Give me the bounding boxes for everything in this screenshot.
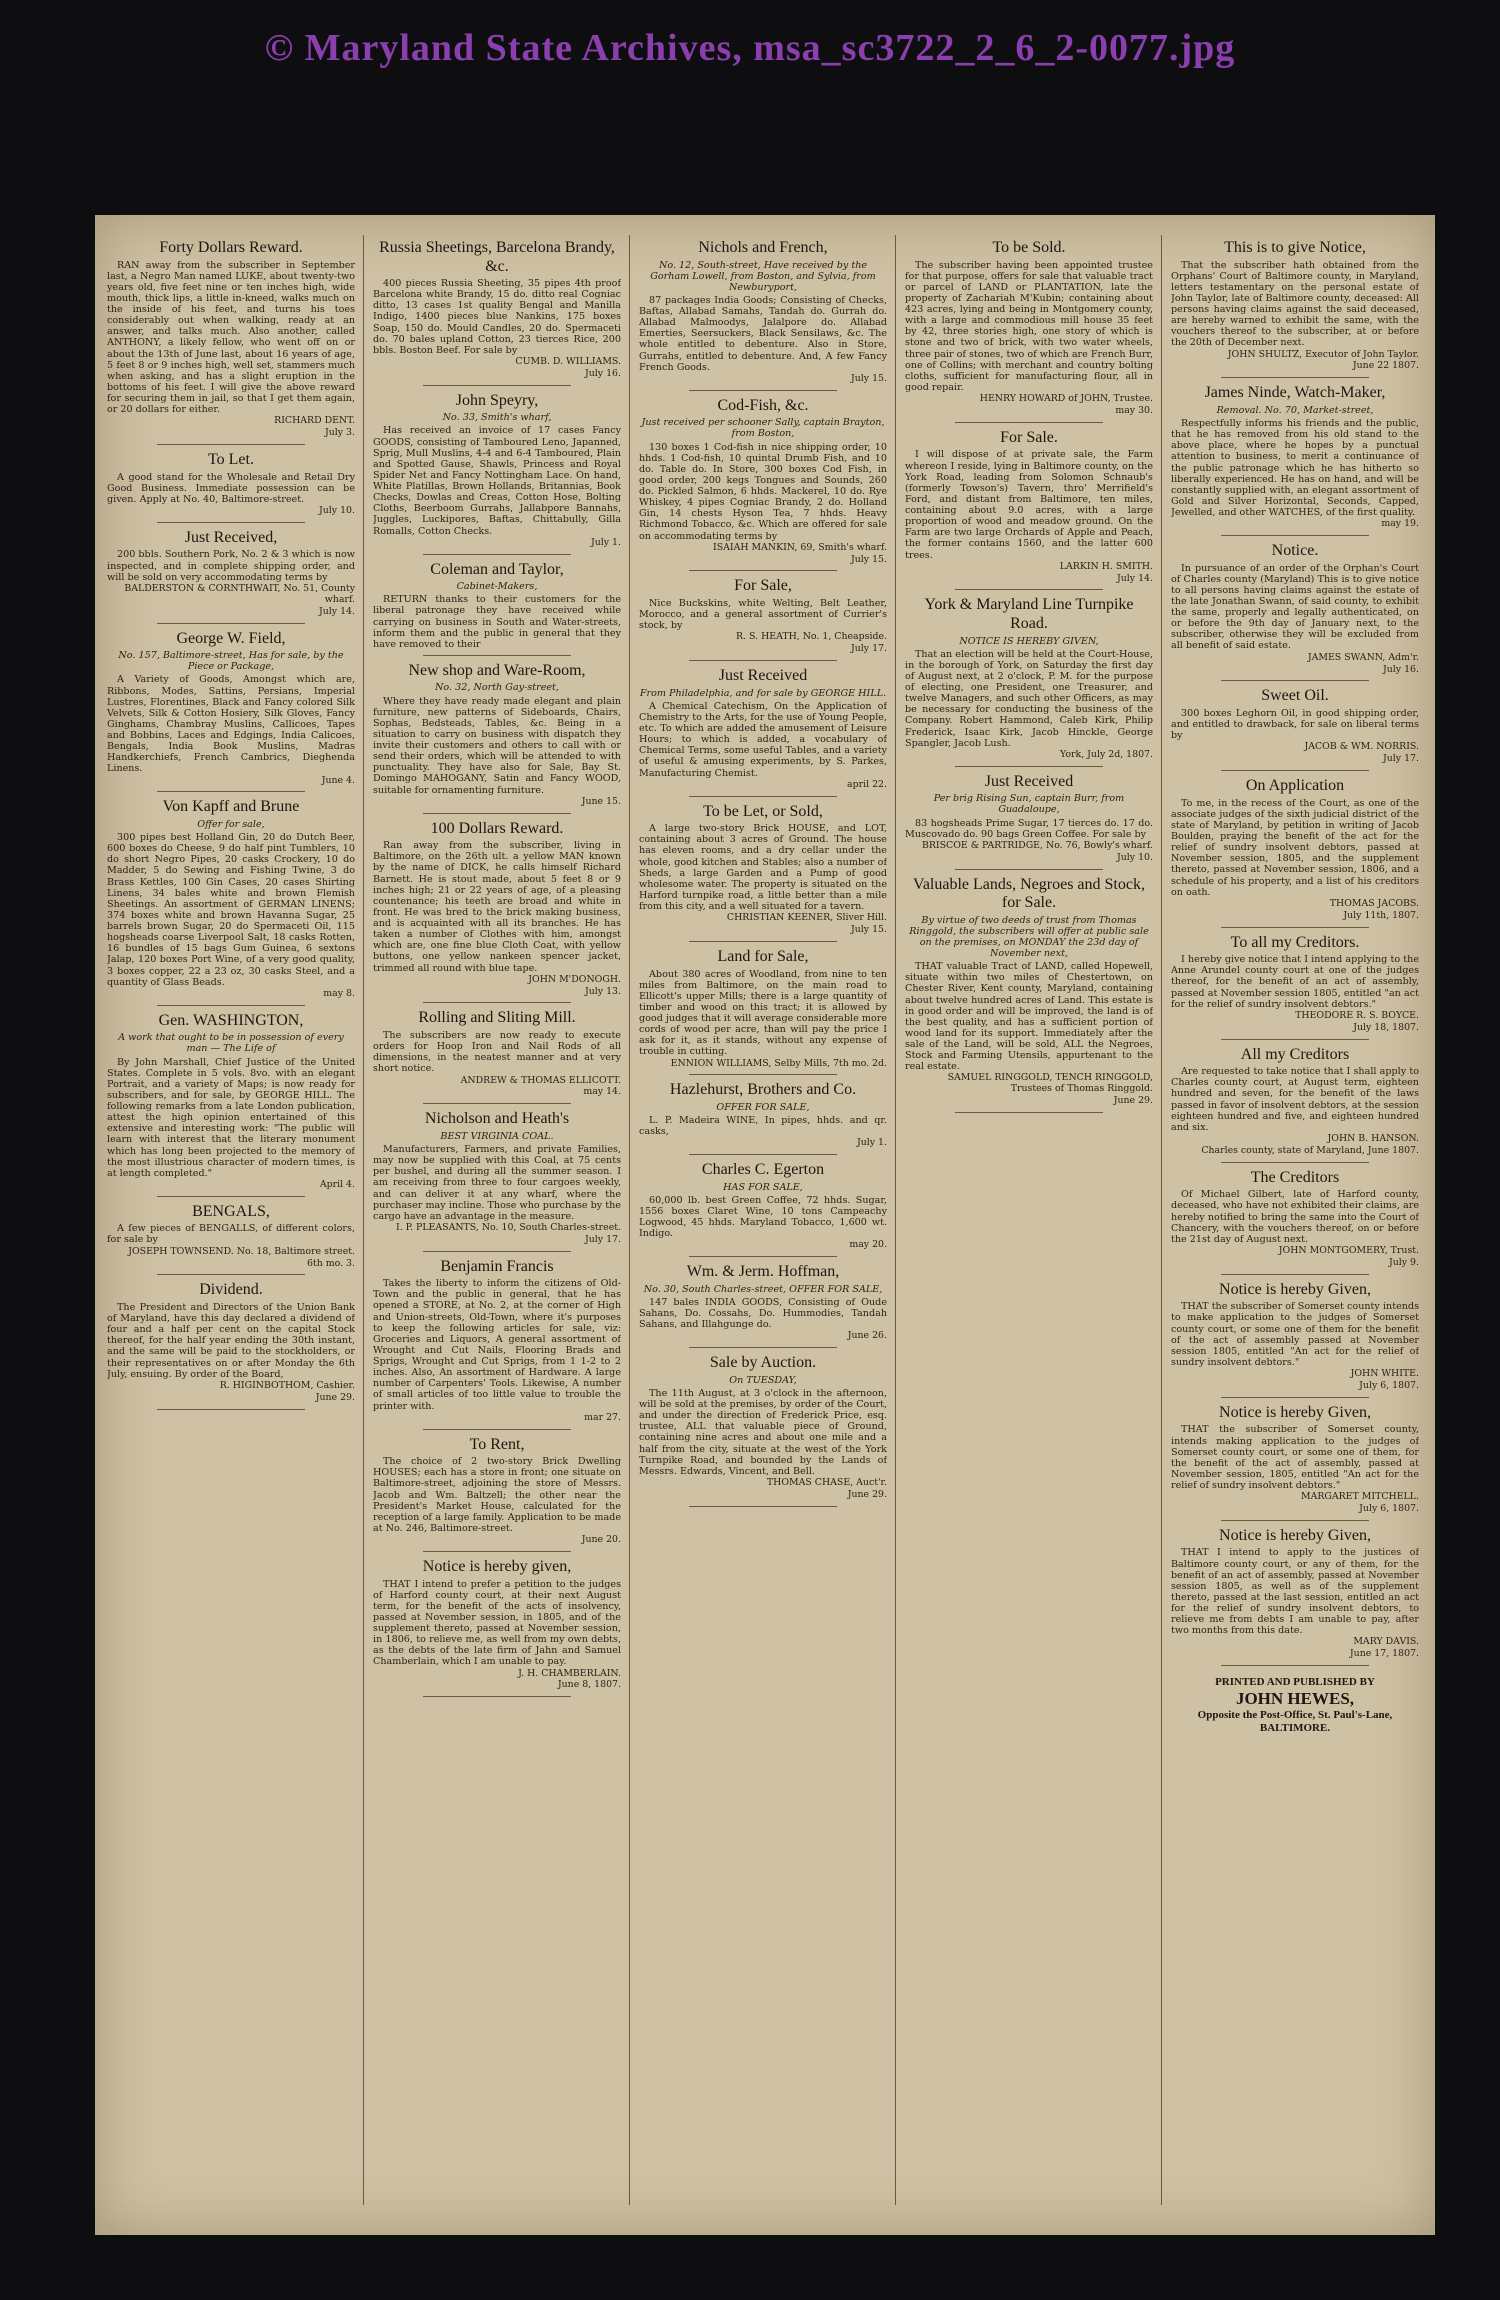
ad-title: John Speyry, <box>455 391 539 409</box>
ad-date: mar 27. <box>584 1411 621 1423</box>
ad-separator <box>689 1347 838 1348</box>
newspaper-page <box>95 215 1435 2235</box>
ad-date: Charles county, state of Maryland, June 1807. <box>1201 1144 1419 1156</box>
ad-separator <box>1221 1039 1370 1040</box>
ad-date: July 17. <box>1383 753 1419 765</box>
imprint-line-1: PRINTED AND PUBLISHED BY <box>1215 1676 1375 1689</box>
ad-separator <box>423 1551 572 1552</box>
ad-body: The subscriber having been appointed trustee for that purpose, offers for sale that valuable tract or parcel of LAND or PLANTATION, late the property of Zachariah M'Kubin; containing about 423 acres, lying and being in Montgomery county, with a large and commodious mill house 35 feet by 42, three stories high, one story of which is stone and two of brick, with two water wheels, three pair of stones, two of which are French Burr, one of Collins; with merchant and country bolting cloths, sufficient for manufacturing flour, all in good repair. <box>905 259 1153 393</box>
ad-title: Von Kapff and Brune <box>162 798 300 816</box>
ad-separator <box>423 1429 572 1430</box>
advertisement <box>1171 239 1419 378</box>
ad-body: I will dispose of at private sale, the Farm whereon I reside, lying in Baltimore county, on the York Road, leading from Solomon Schnaub's (formerly Towson's) Tavern, thro' Merrifield's Ford, and distant from Baltimore, ten miles, containing about 9.0 acres, with a large proportion of wood and meadow ground. On the Farm are two large Orchards of Apple and Peach, the former contains 1560, and the latter 600 trees. <box>905 449 1153 561</box>
ad-body: Are requested to take notice that I shall apply to Charles county court, at August term, eighteen hundred and seven, for the benefit of the laws passed in favor of insolvent debtors, at the session eighteen hundred and five, and eighteen hundred and six. <box>1171 1066 1419 1133</box>
advertisement <box>373 239 621 386</box>
ad-date: april 22. <box>847 778 887 790</box>
ad-signature: SAMUEL RINGGOLD, TENCH RINGGOLD, Trustees of Thomas Ringgold. <box>947 1072 1153 1095</box>
ad-signature: BRISCOE & PARTRIDGE, No. 76, Bowly's wharf. <box>921 839 1153 851</box>
ad-date: June 22 1807. <box>1352 360 1419 372</box>
ad-separator <box>1221 1665 1370 1666</box>
imprint-address: Opposite the Post-Office, St. Paul's-Lane, BALTIMORE. <box>1197 1708 1393 1734</box>
ad-signature: RICHARD DENT. <box>274 415 355 427</box>
ad-date: June 15. <box>581 795 621 807</box>
ad-title: Nichols and French, <box>698 239 828 256</box>
advertisement <box>1171 777 1419 927</box>
ad-date: July 14. <box>1117 572 1153 584</box>
ad-body: A few pieces of BENGALLS, of different colors, for sale by <box>107 1223 355 1246</box>
ad-signature: CHRISTIAN KEENER, Sliver Hill. <box>726 912 887 924</box>
ad-signature: J. H. CHAMBERLAIN. <box>518 1667 621 1679</box>
advertisement <box>905 876 1153 1114</box>
ad-signature: HENRY HOWARD of JOHN, Trustee. <box>979 393 1153 405</box>
ad-separator <box>1221 770 1370 771</box>
ad-body: A good stand for the Wholesale and Retail Dry Good Business. Immediate possession can be given. Apply at No. 40, Baltimore-street. <box>107 471 355 505</box>
ad-title: Just Received, <box>184 528 278 546</box>
ad-date: July 15. <box>851 372 887 384</box>
ad-separator <box>1221 1397 1370 1398</box>
ad-date: may 20. <box>849 1239 887 1251</box>
ad-title: New shop and Ware-Room, <box>408 661 586 679</box>
ad-date: July 10. <box>319 505 355 517</box>
ad-title: Coleman and Taylor, <box>430 560 564 578</box>
column-rule <box>1161 235 1162 2205</box>
column-5-ads <box>1171 239 1419 1666</box>
ad-separator <box>423 655 572 656</box>
ad-date: may 14. <box>583 1086 621 1098</box>
ad-signature: JAMES SWANN, Adm'r. <box>1307 651 1419 663</box>
advertisement <box>373 1009 621 1104</box>
archive-watermark-text: © Maryland State Archives, msa_sc3722_2_6_2-0077.jpg <box>264 27 1236 69</box>
ad-signature: LARKIN H. SMITH. <box>1059 560 1153 572</box>
ad-date: July 16. <box>585 367 621 379</box>
ad-separator <box>423 1696 572 1697</box>
ad-title: Notice is hereby Given, <box>1219 1280 1371 1298</box>
advertisement <box>1171 1169 1419 1275</box>
advertisement <box>1171 542 1419 681</box>
ad-subtitle: On TUESDAY, <box>729 1374 797 1386</box>
advertisement <box>905 596 1153 766</box>
advertisement <box>1171 384 1419 536</box>
column-2 <box>373 237 621 2197</box>
ad-body: A Variety of Goods, Amongst which are, Ribbons, Modes, Sattins, Persians, Imperial Lustres, Florentines, Black and Fancy colored Silk Velvets, Silk & Cotton Hosiery, Silk Gloves, Fancy Ginghams, Chambray Muslins, Callicoes, Tapes and Bobbins, Laces and Edgings, India Calicoes, Bengals, India Book Muslins, Madras Handkerchiefs, French Cambrics, Dieghenda Linens. <box>107 674 355 775</box>
ad-title: Rolling and Sliting Mill. <box>418 1009 576 1027</box>
advertisement <box>373 820 621 1004</box>
advertisement <box>1171 1046 1419 1163</box>
ad-separator <box>1221 535 1370 536</box>
ad-subtitle: From Philadelphia, and for sale by GEORGE HILL. <box>639 687 887 699</box>
ad-signature: ANDREW & THOMAS ELLICOTT. <box>460 1074 621 1086</box>
imprint <box>1171 1676 1419 1734</box>
ad-date: July 15. <box>851 924 887 936</box>
ad-title: Hazlehurst, Brothers and Co. <box>669 1081 857 1099</box>
advertisement <box>107 529 355 624</box>
ad-date: July 1. <box>590 536 621 548</box>
ad-body: I hereby give notice that I intend applying to the Anne Arundel county court at one of the judges thereof, for the benefit of an act of assembly, passed at November session 1805, entitled "an act for the relief of sundry insolvent debtors." <box>1171 954 1419 1010</box>
ad-separator <box>157 444 306 445</box>
ad-signature: MARY DAVIS. <box>1353 1636 1419 1648</box>
ad-separator <box>423 1002 572 1003</box>
advertisement <box>373 561 621 656</box>
advertisement <box>107 1203 355 1276</box>
ad-body: A Chemical Catechism, On the Application of Chemistry to the Arts, for the use of Young People, etc. To which are added the amusement of Leisure Hours; to which is added, a vocabulary of Chemical Terms, some useful Tables, and a variety of useful & amusing experiments, by S. Parkes, Manufacturing Chemist. <box>639 700 887 779</box>
ad-signature: ENNION WILLIAMS, Selby Mills, 7th mo. 2d. <box>670 1057 887 1069</box>
ad-separator <box>689 1256 838 1257</box>
ad-date: July 6, 1807. <box>1359 1503 1419 1515</box>
advertisement <box>107 798 355 1005</box>
ad-title: Forty Dollars Reward. <box>159 239 303 256</box>
advertisement <box>905 429 1153 591</box>
ad-body: THAT I intend to apply to the justices of Baltimore county court, or any of them, for the benefit of an act of assembly, passed at November session 1805, as well as of the supplement thereto, passed at the last session, entitled an act for the relief of sundry insolvent debtors, to relieve me from debts I am unable to pay, after two months from this date. <box>1171 1547 1419 1637</box>
ad-date: July 1. <box>856 1137 887 1149</box>
ad-separator <box>157 1274 306 1275</box>
ad-subtitle: BEST VIRGINIA COAL. <box>440 1130 554 1142</box>
ad-title: All my Creditors <box>1240 1045 1350 1063</box>
ad-separator <box>1221 377 1370 378</box>
ad-body: Has received an invoice of 17 cases Fancy GOODS, consisting of Tamboured Leno, Japanned, Sprig, Mull Muslins, 4-4 and 6-4 Tamboured, Plain and Spotted Gause, Shawls, Princess and Royal Spider Net and Fancy Nottingham Lace. On hand, White Platillas, Brown Hollands, Britannias, Book Checks, Dowlas and Creas, Cotton Hose, Bolting Cloths, Beerboom Gurrahs, Jallabpore Bannahs, Juggles, Luckipores, Baftas, Chittabully, Gilla Romalls, Cotton Checks. <box>373 425 621 537</box>
ad-body: A large two-story Brick HOUSE, and LOT, containing about 3 acres of Ground. The house has eleven rooms, and a dry cellar under the whole, good kitchen and Stables; also a number of Sheds, a large Garden and a Pump of good wholesome water. The property is situated on the Harford turnpike road, a little better than a mile from this city, and a well situated for a tavern. <box>639 823 887 913</box>
ad-title: Notice is hereby Given, <box>1219 1403 1371 1421</box>
advertisement <box>1171 1527 1419 1666</box>
advertisement <box>373 1558 621 1697</box>
advertisement <box>1171 1404 1419 1521</box>
ad-date: July 9. <box>1388 1256 1419 1268</box>
ad-title: Just Received <box>718 667 808 685</box>
ad-separator <box>157 1196 306 1197</box>
ad-title: Cod-Fish, &c. <box>717 396 809 414</box>
ad-separator <box>1221 1162 1370 1163</box>
ad-body: 400 pieces Russia Sheeting, 35 pipes 4th proof Barcelona white Brandy, 15 do. ditto real Cogniac ditto, 13 cases 1st quality Bengal and Manilla Indigo, 1400 pieces blue Nankins, 175 boxes Soap, 150 do. Mould Candles, 20 do. Spermaceti do. 70 bales upland Cotton, 23 tierces Rice, 200 bbls. Boston Beef. For sale by <box>373 278 621 356</box>
ad-date: July 14. <box>319 605 355 617</box>
ad-body: RAN away from the subscriber in September last, a Negro Man named LUKE, about twenty-two years old, five feet nine or ten inches high, wide mouth, thick lips, a little in-kneed, walks much on the inside of his feet, and turns his toes considerably out when walking, ready at an answer, and talks much. Also another, called ANTHONY, a likely fellow, who went off on or about the 13th of June last, about 16 years of age, 5 feet 8 or 9 inches high, well set, stammers much when asking, and has a slight eruption in the bottoms of his feet. I will give the above reward for securing them in jail, so that I get them again, or 20 dollars for either. <box>107 259 355 416</box>
advertisement <box>639 1354 887 1506</box>
ad-body: The President and Directors of the Union Bank of Maryland, have this day declared a dividend of four and a half per cent on the capital Stock thereof, for the half year ending the 30th instant, and the same will be paid to the stockholders, or their representatives on or after Monday the 6th July, ensuing. By order of the Board, <box>107 1301 355 1380</box>
advertisement <box>107 451 355 523</box>
ad-separator <box>423 1103 572 1104</box>
column-3 <box>639 237 887 2197</box>
ad-title: The Creditors <box>1250 1168 1340 1186</box>
ad-separator <box>955 869 1104 870</box>
ad-body: 60,000 lb. best Green Coffee, 72 hhds. Sugar, 1556 boxes Claret Wine, 10 tons Campeachy Logwood, 45 hhds. Maryland Tobacco, 1,600 wt. Indigo. <box>639 1194 887 1240</box>
ad-body: 130 boxes 1 Cod-fish in nice shipping order, 10 hhds. 1 Cod-fish, 10 quintal Drumb Fish, and 10 do. Table do. In Store, 300 boxes Cod Fish, in good order, 200 kegs Tongues and Sounds, 260 do. Pickled Salmon, 6 hhds. Mackerel, 10 do. Rye Whiskey, 4 pipes Cogniac Brandy, 2 do. Holland Gin, 14 chests Hyson Tea, 7 hhds. Heavy Richmond Tobacco, &c. Which are offered for sale on accommodating terms by <box>639 441 887 542</box>
ad-body: By John Marshall, Chief Justice of the United States. Complete in 5 vols. 8vo. with an elegant Portrait, and a variety of Maps; is now ready for subscribers, and for sale, by GEORGE HILL. The following remarks from a late London publication, attest the high opinion entertained of this extensive and interesting work: "The public will learn with interest that the literary monument which has long been projected to the memory of the most illustrious character of modern times, is at length completed." <box>107 1056 355 1179</box>
ad-separator <box>1221 680 1370 681</box>
ad-date: July 3. <box>324 427 355 439</box>
ad-signature: JACOB & WM. NORRIS. <box>1304 741 1419 753</box>
ad-body: Where they have ready made elegant and plain furniture, new patterns of Sideboards, Chairs, Sophas, Bedsteads, Tables, &c. Being in a situation to carry on business with dispatch they invite their customers and others to call with or send their orders, which will be attended to with punctuality. They have also for Sale, Bay St. Domingo MAHOGANY, Satin and Fancy WOOD, suitable for ornamenting furniture. <box>373 695 621 796</box>
ad-title: Notice. <box>1271 542 1319 560</box>
advertisement <box>905 773 1153 870</box>
ad-title: Charles C. Egerton <box>701 1161 825 1179</box>
column-rule <box>895 235 896 2205</box>
ad-separator <box>1221 1274 1370 1275</box>
advertisement <box>373 1258 621 1430</box>
ad-separator <box>157 1005 306 1006</box>
ad-signature: JOHN B. HANSON. <box>1327 1132 1419 1144</box>
ad-title: Russia Sheetings, Barcelona Brandy, &c. <box>379 239 615 275</box>
ad-body: That the subscriber hath obtained from the Orphans' Court of Baltimore county, in Maryland, letters testamentary on the personal estate of John Taylor, late of Baltimore county, deceased: All persons having claims against the said deceased, are hereby warned to exhibit the same, with the vouchers thereof to the subscriber, at or before the 20th of December next. <box>1171 259 1419 349</box>
ad-body: That an election will be held at the Court-House, in the borough of York, on Saturday the first day of August next, at 2 o'clock, P. M. for the purpose of electing, one President, one Treasurer, and twelve Managers, and such other Officers, as may be necessary for conducting the business of the Company. Robert Hammond, Caleb Kirk, Philip Frederick, Isaac Kirk, Jacob Hinckle, George Spangler, Jacob Lush. <box>905 648 1153 749</box>
ad-date: 6th mo. 3. <box>306 1257 355 1269</box>
ad-separator <box>689 1506 838 1507</box>
ad-signature: JOHN MONTGOMERY, Trust. <box>1278 1244 1419 1256</box>
ad-separator <box>689 941 838 942</box>
ad-date: June 29. <box>847 1488 887 1500</box>
ad-subtitle: NOTICE IS HEREBY GIVEN, <box>959 635 1099 647</box>
ad-separator <box>955 1112 1104 1113</box>
ad-date: may 30. <box>1115 404 1153 416</box>
ad-date: April 4. <box>319 1178 355 1190</box>
ad-date: July 17. <box>851 643 887 655</box>
ad-title: Just Received <box>984 772 1074 790</box>
ad-date: may 8. <box>323 987 355 999</box>
advertisement <box>639 1161 887 1257</box>
ad-separator <box>423 1251 572 1252</box>
ad-separator <box>689 1154 838 1155</box>
ad-subtitle: A work that ought to be in possession of every man — The Life of <box>118 1032 344 1055</box>
ad-title: Valuable Lands, Negroes and Stock, for Sale. <box>913 875 1145 912</box>
ad-body: Ran away from the subscriber, living in Baltimore, on the 26th ult. a yellow MAN known by the name of DICK, he calls himself Richard Barnett. He is stout made, about 5 feet 8 or 9 inches high; 21 or 22 years of age, of a pleasing countenance; his teeth are broad and white in front. He was bred to the brick making business, and is acquainted with all its branches. He has taken a number of Clothes with him, amongst which are, one fine blue Cloth Coat, with yellow buttons, one yellow nankeen spencer jacket, trimmed all round with blue tape. <box>373 840 621 974</box>
column-1 <box>107 237 355 2197</box>
advertisement <box>639 667 887 796</box>
ad-date: may 19. <box>1381 518 1419 530</box>
ad-date: June 29. <box>1113 1095 1153 1107</box>
ad-body: L. P. Madeira WINE, In pipes, hhds. and qr. casks, <box>639 1115 887 1138</box>
ad-signature: JOHN SHULTZ, Executor of John Taylor. <box>1227 348 1419 360</box>
advertisement <box>1171 1281 1419 1398</box>
ad-body: THAT the subscriber of Somerset county, intends making application to the judges of Somerset county court, or some one of them, for the benefit of the act of assembly, passed at November session, 1805, entitled "An act for the relief of sundry insolvent debtors." <box>1171 1424 1419 1491</box>
ad-subtitle: Offer for sale, <box>197 818 265 830</box>
ad-subtitle: By virtue of two deeds of trust from Thomas Ringgold, the subscribers will offer at public sale on the premises, on MONDAY the 23d day of November next, <box>909 914 1149 960</box>
ad-subtitle: Per brig Rising Sun, captain Burr, from Guadaloupe, <box>933 793 1125 816</box>
ad-separator <box>157 1409 306 1410</box>
advertisement <box>107 239 355 445</box>
ad-signature: ISAIAH MANKIN, 69, Smith's wharf. <box>713 541 887 553</box>
ad-title: Notice is hereby Given, <box>1219 1526 1371 1544</box>
ad-subtitle: No. 30, South Charles-street, OFFER FOR SALE, <box>643 1283 883 1295</box>
ad-date: York, July 2d, 1807. <box>1060 748 1153 760</box>
ad-signature: I. P. PLEASANTS, No. 10, South Charles-street. <box>395 1221 621 1233</box>
column-rule <box>363 235 364 2205</box>
ad-date: June 20. <box>581 1534 621 1546</box>
ad-date: July 10. <box>1117 851 1153 863</box>
ad-subtitle: Cabinet-Makers, <box>456 581 538 593</box>
ad-subtitle: HAS FOR SALE, <box>723 1181 803 1193</box>
ad-separator <box>157 791 306 792</box>
advertisement <box>107 1281 355 1409</box>
ad-subtitle: No. 157, Baltimore-street, Has for sale, by the Piece or Package, <box>118 650 344 673</box>
ad-date: July 17. <box>585 1233 621 1245</box>
advertisement <box>107 1012 355 1197</box>
ad-body: THAT the subscriber of Somerset county intends to make application to the judges of Somerset county court, or some one of them for the benefit of the act of assembly passed at November session 1805, entitled "An act for the relief of sundry insolvent debtors." <box>1171 1301 1419 1368</box>
ad-date: July 15. <box>851 553 887 565</box>
ad-separator <box>689 660 838 661</box>
ad-body: RETURN thanks to their customers for the liberal patronage they have received while carrying on business in South and Water-streets, inform them and the public in general that they have removed to their <box>373 594 621 650</box>
ad-body: 300 pipes best Holland Gin, 20 do Dutch Beer, 600 boxes do Cheese, 9 do half pint Tumblers, 10 do short Negro Pipes, 20 casks Crockery, 10 do Madder, 5 do Sewing and Fishing Twine, 3 do Brass Kettles, 100 Gin Cases, 20 cases Shirting Linens, 34 bales white and brown Flemish Sheetings. An assortment of GERMAN LINENS; 374 boxes white and brown Havanna Sugar, 25 barrels brown Sugar, 20 do Spermaceti Oil, 115 hogsheads coarse Liverpool Salt, 18 casks Rotten, 16 bundles of 15 bags Gum Guinea, 6 sextons Jalap, 120 boxes Port Wine, of a very good quality, 3 boxes copper, 22 a 23 oz, 30 casks Steel, and a quantity of Glass Beads. <box>107 832 355 988</box>
advertisement <box>1171 687 1419 771</box>
ad-subtitle: Removal. No. 70, Market-street, <box>1216 404 1374 416</box>
ad-date: July 13. <box>585 985 621 997</box>
imprint-publisher: JOHN HEWES, <box>1235 1689 1355 1709</box>
ad-body: The subscribers are now ready to execute orders for Hoop Iron and Nail Rods of all dimensions, in the neatest manner and at very short notice. <box>373 1030 621 1075</box>
advertisement <box>639 577 887 661</box>
ad-title: Nicholson and Heath's <box>424 1110 570 1128</box>
ad-signature: THOMAS CHASE, Auct'r. <box>766 1476 887 1488</box>
ad-signature: CUMB. D. WILLIAMS. <box>515 355 621 367</box>
ad-body: Manufacturers, Farmers, and private Families, may now be supplied with this Coal, at 75 cents per bushel, and during all the summer season. I am receiving from three to four cargoes weekly, and can deliver it at any wharf, where the purchaser may incline. Those who purchase by the cargo have an advantage in the measure. <box>373 1144 621 1222</box>
advertisement <box>905 239 1153 423</box>
ad-body: Of Michael Gilbert, late of Harford county, deceased, who have not exhibited their claims, are hereby notified to bring the same into the Court of Chancery, with the vouchers thereof, on or before the 21st day of August next. <box>1171 1189 1419 1245</box>
ad-title: For Sale. <box>1000 428 1058 446</box>
ad-date: June 4. <box>321 774 355 786</box>
ad-title: York & Maryland Line Turnpike Road. <box>924 596 1134 633</box>
advertisement <box>1171 934 1419 1040</box>
ad-date: June 29. <box>315 1391 355 1403</box>
ad-separator <box>689 570 838 571</box>
ad-subtitle: Just received per schooner Sally, captain Brayton, from Boston, <box>641 417 885 440</box>
ad-date: June 8, 1807. <box>557 1679 621 1691</box>
ad-title: To be Sold. <box>992 239 1066 256</box>
ad-body: About 380 acres of Woodland, from nine to ten miles from Baltimore, on the main road to Ellicott's upper Mills; there is a large quantity of timber and wood on this tract; it is allowed by good judges that it will average considerable more cords of wood per acre, than will pay the price I ask for it, as it stands, without any expense of trouble in cutting. <box>639 968 887 1058</box>
ad-separator <box>423 813 572 814</box>
ad-title: George W. Field, <box>176 629 286 647</box>
advertisement <box>639 1081 887 1155</box>
ad-date: July 6, 1807. <box>1359 1379 1419 1391</box>
ad-title: To all my Creditors. <box>1230 933 1360 951</box>
ad-subtitle: OFFER FOR SALE, <box>716 1101 810 1113</box>
ad-signature: THEODORE R. S. BOYCE. <box>1295 1009 1419 1021</box>
ad-body: THAT valuable Tract of LAND, called Hopewell, situate within two miles of Chestertown, on Chester River, Kent county, Maryland, containing about twelve hundred acres of Land. This estate is in good order and will be improved, the land is of the best quality, and has a sufficient portion of wood land for its support. Immediately after the sale of the Land, will be sold, ALL the Negroes, Stock and Farming Utensils, appurtenant to the real estate. <box>905 961 1153 1073</box>
ad-body: 147 bales INDIA GOODS, Consisting of Oude Sahans, Do. Cossahs, Do. Hummodies, Tandah Sahans, and Illahgunge do. <box>639 1297 887 1331</box>
advertisement <box>373 662 621 814</box>
ad-date: June 17, 1807. <box>1349 1648 1419 1660</box>
ad-body: Respectfully informs his friends and the public, that he has removed from his old stand to the above place, where he hopes by a punctual attention to business, to merit a continuance of the public patronage which he has hitherto so liberally experienced. He has on hand, and will be constantly supplied with, an elegant assortment of Gold and Silver Horizontal, Seconds, Capped, Jewelled, and other WATCHES, of the first quality. <box>1171 418 1419 519</box>
ad-title: This is to give Notice, <box>1224 239 1366 256</box>
advertisement <box>373 392 621 555</box>
ad-body: In pursuance of an order of the Orphan's Court of Charles county (Maryland) This is to give notice to all persons having claims against the estate of the late Jonathan Swann, of said county, to exhibit the same, properly and legally authenticated, on or before the 9th day of January next, to the subscriber, otherwise they will be excluded from all benefit of said estate. <box>1171 562 1419 652</box>
ad-subtitle: No. 33, Smith's wharf, <box>442 412 552 424</box>
ad-signature: JOSEPH TOWNSEND. No. 18, Baltimore street. <box>128 1245 355 1257</box>
ad-separator <box>689 1074 838 1075</box>
ad-signature: THOMAS JACOBS. <box>1329 897 1419 909</box>
ad-title: On Application <box>1245 777 1345 795</box>
ad-signature: BALDERSTON & CORNTHWAIT, No. 51, County wharf. <box>124 582 355 605</box>
ad-title: Wm. & Jerm. Hoffman, <box>686 1263 840 1281</box>
ad-body: 300 boxes Leghorn Oil, in good shipping order, and entitled to drawback, for sale on liberal terms by <box>1171 707 1419 742</box>
ad-title: Sale by Auction. <box>709 1354 817 1372</box>
ad-separator <box>689 796 838 797</box>
advertisement <box>107 630 355 793</box>
ad-body: The 11th August, at 3 o'clock in the afternoon, will be sold at the premises, by order of the Court, and under the direction of Frederick Price, esq. trustee, ALL that valuable piece of Ground, containing nine acres and about one mile and a half from the city, situate at the west of the York Turnpike Road, and bounded by the Lands of Messrs. Edwards, Vincent, and Bell. <box>639 1387 887 1477</box>
advertisement <box>639 239 887 391</box>
ad-body: THAT I intend to prefer a petition to the judges of Harford county court, at their next August term, for the benefit of the acts of insolvency, passed at November session, in 1805, and of the supplement thereto, passed at November session, in 1806, to relieve me, as well from my own debts, as the debts of the late firm of Jahn and Samuel Chamberlain, which I am unable to pay. <box>373 1578 621 1668</box>
ad-title: Gen. WASHINGTON, <box>158 1011 304 1029</box>
ad-title: Notice is hereby given, <box>422 1557 572 1575</box>
ad-date: June 26. <box>847 1330 887 1342</box>
ad-body: To me, in the recess of the Court, as one of the associate judges of the sixth judicial district of the state of Maryland, by petition in writing of Jacob Boulden, praying the benefit of the act for the relief of sundry insolvent debtors, passed at November session, 1805, and the supplement thereto, passed at November session, 1806, and a schedule of his property, and a list of his creditors on oath. <box>1171 797 1419 898</box>
ad-date: July 18, 1807. <box>1353 1021 1419 1033</box>
ad-subtitle: No. 32, North Gay-street, <box>435 682 559 694</box>
advertisement <box>639 1263 887 1348</box>
column-5 <box>1171 237 1419 2197</box>
ad-title: Sweet Oil. <box>1261 687 1329 705</box>
ad-separator <box>157 522 306 523</box>
ad-separator <box>955 766 1104 767</box>
ad-title: To be Let, or Sold, <box>703 802 823 820</box>
ad-title: To Let. <box>208 451 254 469</box>
ad-date: July 11th, 1807. <box>1343 909 1419 921</box>
ad-body: The choice of 2 two-story Brick Dwelling HOUSES; each has a store in front; one situate on Baltimore-street, adjoining the store of Messrs. Jacob and Wm. Baltzell; the other near the President's Market House, calculated for the reception of a large family. Application to be made at No. 246, Baltimore-street. <box>373 1456 621 1534</box>
ad-body: 200 bbls. Southern Pork, No. 2 & 3 which is now inspected, and in complete shipping order, and will be sold on very accommodating terms by <box>107 549 355 583</box>
advertisement <box>373 1110 621 1251</box>
column-rule <box>629 235 630 2205</box>
advertisement <box>373 1436 621 1552</box>
ad-signature: R. S. HEATH, No. 1, Cheapside. <box>736 631 887 643</box>
column-4 <box>905 237 1153 2197</box>
ad-title: To Rent, <box>469 1435 525 1453</box>
ad-separator <box>1221 1520 1370 1521</box>
ad-signature: MARGARET MITCHELL. <box>1300 1491 1419 1503</box>
ad-separator <box>955 422 1104 423</box>
ad-title: Dividend. <box>199 1281 263 1299</box>
ad-subtitle: No. 12, South-street, Have received by the Gorham Lowell, from Boston, and Sylvia, from Newburyport, <box>650 259 876 293</box>
ad-title: James Ninde, Watch-Maker, <box>1204 384 1386 402</box>
ad-separator <box>423 554 572 555</box>
ad-title: 100 Dollars Reward. <box>430 819 564 837</box>
ad-body: Takes the liberty to inform the citizens of Old-Town and the public in general, that he has opened a STORE, at No. 2, at the corner of High and Union-streets, Old-Town, where it's purposes to keep the following articles for sale, viz: Groceries and Liquors, A general assortment of Wrought and Cut Nails, Flooring Brads and Sprigs, Wrought and Cut Sprigs, from 1 1-2 to 2 inches. Also, An assortment of Hardware. A large number of Carpenters' Tools. Likewise, A number of small articles of too little value to trouble the printer with. <box>373 1278 621 1412</box>
ad-signature: JOHN M'DONOGH. <box>528 973 621 985</box>
ad-date: July 16. <box>1383 663 1419 675</box>
ad-title: Land for Sale, <box>717 947 809 965</box>
ad-separator <box>157 623 306 624</box>
advertisement <box>639 397 887 572</box>
archive-watermark-banner <box>0 20 1500 84</box>
ad-title: For Sale, <box>734 577 792 595</box>
advertisement <box>639 803 887 942</box>
ad-separator <box>689 390 838 391</box>
ad-title: Benjamin Francis <box>440 1257 554 1275</box>
ad-signature: R. HIGINBOTHOM, Cashier. <box>219 1379 355 1391</box>
ad-title: BENGALS, <box>192 1202 270 1220</box>
ad-body: Nice Buckskins, white Welting, Belt Leather, Morocco, and a general assortment of Currier's stock, by <box>639 597 887 632</box>
ad-body: 87 packages India Goods; Consisting of Checks, Baftas, Allabad Samahs, Tandah do. Gurrah do. Allabad Malmoodys, Jalalpore do. Allabad Emerties, Seersuckers, Black Sensilaws, &c. The whole entitled to debenture. Also in Store, Gurrahs, entitled to debenture. And, A few Fancy French Goods. <box>639 294 887 373</box>
advertisement <box>639 948 887 1075</box>
ad-separator <box>423 385 572 386</box>
ad-body: 83 hogsheads Prime Sugar, 17 tierces do. 17 do. Muscovado do. 90 bags Green Coffee. For sale by <box>905 817 1153 840</box>
ad-separator <box>955 589 1104 590</box>
ad-signature: JOHN WHITE. <box>1350 1368 1419 1380</box>
ad-separator <box>1221 927 1370 928</box>
